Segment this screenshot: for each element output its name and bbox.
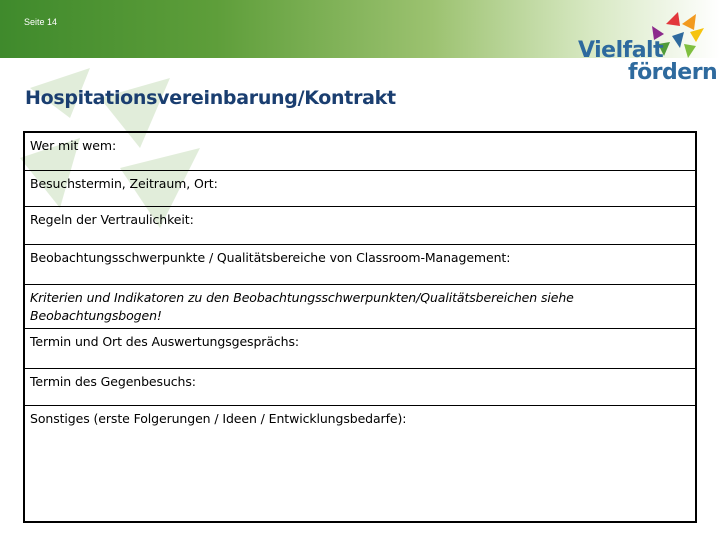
vielfalt-logo (576, 10, 718, 86)
contract-form (23, 131, 697, 523)
form-row-label: Besuchstermin, Zeitraum, Ort: (30, 176, 218, 191)
form-row-visit-date[interactable] (25, 170, 695, 206)
form-row-label: Beobachtungsschwerpunkte / Qualitätsbereiche von Classroom-Management: (30, 250, 511, 265)
page-title: Hospitationsvereinbarung/Kontrakt (25, 87, 396, 109)
form-row-confidentiality[interactable] (25, 206, 695, 244)
form-row-criteria (25, 284, 695, 328)
form-row-label: Wer mit wem: (30, 138, 117, 153)
form-row-label: Regeln der Vertraulichkeit: (30, 212, 194, 227)
form-row-return-visit[interactable] (25, 368, 695, 405)
logo-text-line2: fördern (628, 60, 718, 85)
form-row-focus-areas[interactable] (25, 244, 695, 284)
form-row-who[interactable] (25, 133, 695, 170)
form-row-misc[interactable] (25, 405, 695, 521)
form-row-label: Kriterien und Indikatoren zu den Beobachtungsschwerpunkten/Qualitätsbereichen siehe Beobachtungsbogen! (30, 290, 574, 323)
form-row-label: Termin des Gegenbesuchs: (30, 374, 196, 389)
form-row-label: Sonstiges (erste Folgerungen / Ideen / Entwicklungsbedarfe): (30, 411, 407, 426)
form-row-label: Termin und Ort des Auswertungsgesprächs: (30, 334, 300, 349)
logo-text-line1: Vielfalt (578, 38, 664, 63)
form-row-debrief[interactable] (25, 328, 695, 368)
page-number: Seite 14 (24, 17, 58, 27)
